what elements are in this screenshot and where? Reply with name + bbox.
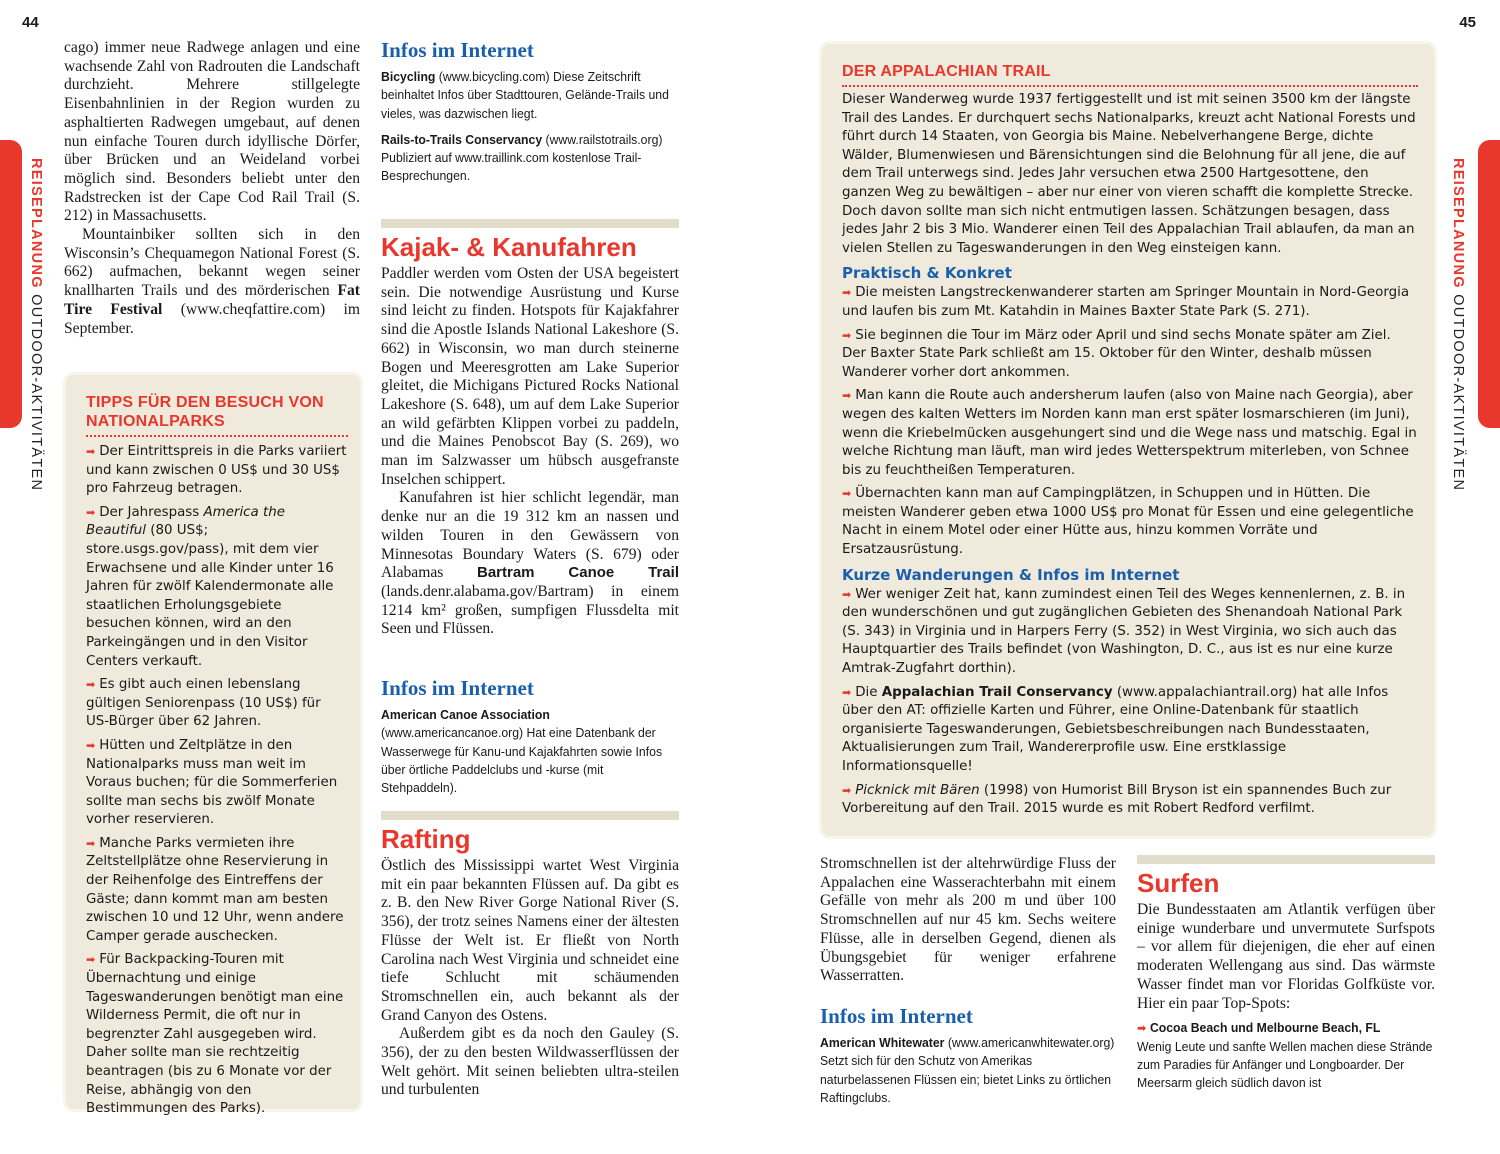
- tips-item: ➡ Manche Parks vermieten ihre Zeltstellplätze ohne Reservierung in der Reihenfolge des Eintreffens der Gäste; dann kommt man am besten zwischen 10 und 12 Uhr, wenn andere Camper gerade auschecken.: [86, 835, 344, 944]
- kurze-item-3: ➡ Picknick mit Bären (1998) von Humorist Bill Bryson ist ein spannendes Buch zur Vorbereitung auf den Trail. 2015 wurde es mit Robert Redford verfilmt.: [842, 782, 1392, 817]
- sub-heading-praktisch: Praktisch & Konkret: [842, 264, 1012, 283]
- appalachian-title-divider: [842, 85, 1418, 87]
- page-number-left: 44: [22, 14, 39, 31]
- red-arrow-icon: ➡: [86, 678, 96, 692]
- surfen-body: Die Bundesstaaten am Atlantik verfügen über einige wunderbare und unvermutete Surfspots – vor allem für diejenigen, die eher auf einen moderaten Wellengang aus sind. Das wärmste Wasser findet man vor Floridas Golfküste vor. Hier ein paar Top-Spots:: [1137, 901, 1435, 1012]
- right-side-label: REISEPLANUNG OUTDOOR-AKTIVITÄTEN: [1450, 158, 1466, 492]
- rafting-body: [381, 857, 679, 1100]
- cycling-paragraph-1: cago) immer neue Radwege anlagen und eine wachsende Zahl von Radrouten die Landschaft durchzieht. Mehrere stillgelegte Eisenbahnlinien in der Region wurden zu asphaltierten Radwegen umgebaut, auf denen nun einfache Touren durch idyllische Dörfer, über Brücken und an Weideland vorbei möglich sind. Besonders beliebt unter den Radstrecken ist der Cape Cod Rail Trail (S. 212) in Massachusetts.: [64, 39, 360, 225]
- red-arrow-icon: ➡: [1137, 1021, 1147, 1036]
- section-bar-kajak: [381, 219, 679, 228]
- info-entry-american-canoe: American Canoe Association (www.americancanoe.org) Hat eine Datenbank der Wasserwege für Kanu-und Kajakfahrten sowie Infos über örtliche Paddelclubs und -kurse (mit Stehpaddeln).: [381, 707, 663, 796]
- kajak-paragraph-2: Kanufahren ist hier schlicht legendär, man denke nur an die 19 312 km an nassen und wilden Touren in den Gewässern von Minnesotas Boundary Waters (S. 679) oder Alabamas Bartram Canoe Trail (lands.denr.alabama.gov/Bartram) in einem 1214 km² großen, sumpfigen Flussdelta mit Seen und Flüssen.: [381, 489, 679, 638]
- tips-item: ➡ Für Backpacking-Touren mit Übernachtung und einige Tageswanderungen benötigt man eine Wilderness Permit, die oft nur in begrenzter Zahl ausgegeben wird. Daher sollte man sie rechtzeitig beantragen (bis zu 6 Monate vor der Reise, abhängig von den Bestimmungen des Parks).: [86, 952, 344, 1117]
- kajak-body: [381, 265, 679, 639]
- red-arrow-icon: ➡: [86, 738, 96, 752]
- tips-list: [86, 443, 348, 1119]
- rafting-heading: Rafting: [381, 824, 471, 854]
- red-arrow-icon: ➡: [842, 685, 852, 699]
- kurze-item-2: ➡ Die Appalachian Trail Conservancy (www.appalachiantrail.org) hat alle Infos über den AT: offizielle Karten und Führer, eine Online-Datenbank für staatlich organisierte Tageswanderungen, Gebietsbeschreibungen nach Bundesstaaten, Aktualisierungen zum Trail, Wandererprofile usw. Eine erstklassige Informationsquelle!: [842, 684, 1389, 774]
- mountainbike-paragraph: Mountainbiker sollten sich in den Wisconsin’s Chequamegon National Forest (S. 662) aufmachen, bekannt wegen seiner knallharten Trails und des mörderischen Fat Tire Festival (www.cheqfattire.com) im September.: [64, 226, 360, 337]
- kajak-paragraph-1: Paddler werden vom Osten der USA begeistert sein. Die notwendige Ausrüstung und Kurse sind leicht zu finden. Hotspots für Kajakfahrer sind die Apostle Islands National Lakeshore (S. 662) in Wisconsin, wo man durch steinerne Bogen und Meeresgrotten am Lake Superior gleitet, die Michigans Pictured Rocks National Lakeshore (S. 648), um auf dem Lake Superior an wild gefärbten Klippen vorbei zu paddeln, und die Maines Penobscot Bay (S. 269), wo man im Salzwasser um hübsch ausgefranste Inselchen schippert.: [381, 265, 679, 488]
- column-2: [381, 38, 679, 194]
- section-bar-surfen: [1137, 855, 1435, 864]
- praktisch-item: ➡ Man kann die Route auch andersherum laufen (also von Maine nach Georgia), aber wegen des kalten Wetters im Norden kann man erst später losmarschieren (im Juni), wenn die Kriebelmücken ausgehungert sind und die Wege nass und matschig. Egal in welche Richtung man läuft, man wird jedes Wetterspektrum miterleben, von Schnee bis zu feuchtheißen Temperaturen.: [842, 388, 1417, 478]
- info-heading-whitewater: Infos im Internet: [820, 1003, 973, 1028]
- tips-item: ➡ Es gibt auch einen lebenslang gültigen Seniorenpass (10 US$) für US-Bürger über 62 Jahren.: [86, 677, 321, 730]
- page-number-right: 45: [1459, 14, 1476, 31]
- rafting-paragraph-1: Östlich des Mississippi wartet West Virginia mit ein paar bekannten Flüssen auf. Da gibt es z. B. den New River Gorge National River (S. 356), der trotz seines Namens einer der ältesten Flüsse der Welt ist. Er fließt von North Carolina nach West Virginia und schneidet eine tiefe Schlucht mit schäumenden Stromschnellen ein, auch bekannt als der Grand Canyon des Ostens.: [381, 857, 679, 1024]
- cycling-body-text: [64, 39, 360, 338]
- section-bar-rafting: [381, 811, 679, 820]
- praktisch-item: ➡ Übernachten kann man auf Campingplätzen, in Schuppen und in Hütten. Die meisten Wanderer geben etwa 1000 US$ pro Monat für Essen und eine gelegentliche Nacht in einem Motel oder einer Hütte aus, hinzu kommen Vorräte und Ersatzausrüstung.: [842, 486, 1414, 558]
- red-arrow-icon: ➡: [842, 487, 852, 501]
- praktisch-list: [842, 284, 1418, 559]
- tips-box-title: TIPPS FÜR DEN BESUCH VON NATIONALPARKS: [86, 394, 324, 430]
- rafting-paragraph-2: Außerdem gibt es da noch den Gauley (S. 356), der zu den besten Wildwasserflüssen der Welt gehört. Mit seinen beliebten ultra-steilen und turbulenten: [381, 1025, 679, 1099]
- rafting-continuation-paragraph: Stromschnellen ist der altehrwürdige Fluss der Appalachen eine Wasserachterbahn mit einem Gefälle von mehr als 200 m und über 100 Stromschnellen auf nur 45 km. Sechs weitere Flüsse, alle in derselben Gegend, dienen als Übungsgebiet für weniger erfahrene Wasserratten.: [820, 855, 1116, 985]
- appalachian-trail-box: [822, 44, 1434, 836]
- info-heading-canoe: Infos im Internet: [381, 676, 534, 700]
- nationalparks-tips-box: [66, 375, 360, 1117]
- info-heading-cycling: Infos im Internet: [381, 38, 534, 62]
- info-canoe-section: [381, 676, 679, 805]
- left-side-label: REISEPLANUNG OUTDOOR-AKTIVITÄTEN: [28, 158, 44, 492]
- appalachian-box-title: DER APPALACHIAN TRAIL: [842, 63, 1051, 80]
- sub-heading-kurze-wanderungen: Kurze Wanderungen & Infos im Internet: [842, 565, 1180, 584]
- tips-item: ➡ Der Eintrittspreis in die Parks variiert und kann zwischen 0 US$ und 30 US$ pro Fahrzeug betragen.: [86, 444, 347, 497]
- surfen-section: [1137, 868, 1435, 1100]
- info-cycling-list: [381, 68, 679, 186]
- red-arrow-icon: ➡: [842, 783, 852, 797]
- red-arrow-icon: ➡: [842, 328, 852, 342]
- red-arrow-icon: ➡: [86, 953, 96, 967]
- right-side-tab: [1478, 140, 1500, 428]
- tips-item: ➡ Hütten und Zeltplätze in den Nationalparks muss man weit im Voraus buchen; für die Sommerferien sollte man sechs bis zwölf Monate vorher reservieren.: [86, 737, 338, 828]
- info-canoe-list: [381, 706, 679, 797]
- info-entry-american-whitewater: American Whitewater (www.americanwhitewater.org) Setzt sich für den Schutz von Amerikas naturbelassenen Flüssen ein; bietet Links zu örtlichen Raftingclubs.: [820, 1034, 1115, 1105]
- surfen-heading: Surfen: [1137, 868, 1220, 898]
- tips-item: ➡ Der Jahrespass America the Beautiful (80 US$; store.usgs.gov/pass), mit dem vier Erwachsene und alle Kinder unter 16 Jahren für zwölf Kalendermonate alle staatlichen Erholungsgebiete besuchen können, wird an den Parkeingängen und in den Visitor Centers verkauft.: [86, 504, 334, 669]
- red-arrow-icon: ➡: [86, 836, 96, 850]
- tips-title-divider: [86, 435, 348, 437]
- kajak-heading: Kajak- & Kanufahren: [381, 232, 637, 262]
- left-side-tab: [0, 140, 22, 428]
- appalachian-intro: Dieser Wanderweg wurde 1937 fertiggestellt und ist mit seinen 3500 km der längste Trail des Landes. Er durchquert sechs Nationalparks, kreuzt acht National Forests und führt durch 14 Staaten, von Georgia bis Maine. Nebelverhangene Berge, dichte Wälder, Blumenwiesen und Bärensichtungen sind die Belohnung für all jene, die auf dem Trail unterwegs sind. Jedes Jahr versuchen etwa 2500 Hartgesottene, den ganzen Weg zu bewältigen – aber nur einer von vieren schafft die komplette Strecke. Doch davon sollte man sich nicht entmutigen lassen. Schätzungen besagen, dass jedes Jahr 2 bis 3 Mio. Wanderer einen Teil des Appalachian Trail ablaufen, da man an vielen Stellen zu Tageswanderungen in den Weg einsteigen kann.: [842, 92, 1416, 256]
- info-entry-bicycling: Bicycling (www.bicycling.com) Diese Zeitschrift beinhaltet Infos über Stadttouren, Gelände-Trails und vieles, was dazwischen liegt.: [381, 69, 669, 121]
- info-entry-rails-to-trails: Rails-to-Trails Conservancy (www.railstotrails.org) Publiziert auf www.traillink.com kostenlose Trail-Besprechungen.: [381, 131, 663, 184]
- surf-spot-cocoa-title: ➡ Cocoa Beach und Melbourne Beach, FL: [1137, 1020, 1381, 1036]
- info-whitewater-list: [820, 1034, 1116, 1107]
- surf-spot-cocoa-text: Wenig Leute und sanfte Wellen machen diese Strände zum Paradies für Anfänger und Longboarder. Der Meersarm gleich südlich davon ist: [1137, 1038, 1433, 1091]
- rafting-section: [381, 824, 679, 1100]
- kajak-section: [381, 232, 679, 639]
- red-arrow-icon: ➡: [842, 286, 852, 300]
- kurze-item-1: ➡ Wer weniger Zeit hat, kann zumindest einen Teil des Weges kennenlernen, z. B. in den wunderschönen und gut zugänglichen Gebieten des Shenandoah National Park (S. 343) in Virginia und in Harpers Ferry (S. 352) in West Virginia, wo sich auch das Hauptquartier des Trails befindet (von Washington, D. C., aus ist es nur eine kurze Amtrak-Zugfahrt dorthin).: [842, 586, 1406, 677]
- red-arrow-icon: ➡: [842, 389, 852, 403]
- column-3: [820, 855, 1116, 1115]
- surf-spot-list: [1137, 1019, 1435, 1092]
- praktisch-item: ➡ Die meisten Langstreckenwanderer starten am Springer Mountain in Nord-Georgia und laufen bis zum Mt. Katahdin in Maines Baxter State Park (S. 271).: [842, 285, 1410, 319]
- red-arrow-icon: ➡: [86, 445, 96, 458]
- red-arrow-icon: ➡: [86, 505, 96, 519]
- red-arrow-icon: ➡: [842, 587, 852, 601]
- praktisch-item: ➡ Sie beginnen die Tour im März oder April und sind sechs Monate später am Ziel. Der Baxter State Park schließt am 15. Oktober für den Winter, deshalb müssen Wanderer vorher dort ankommen.: [842, 327, 1391, 380]
